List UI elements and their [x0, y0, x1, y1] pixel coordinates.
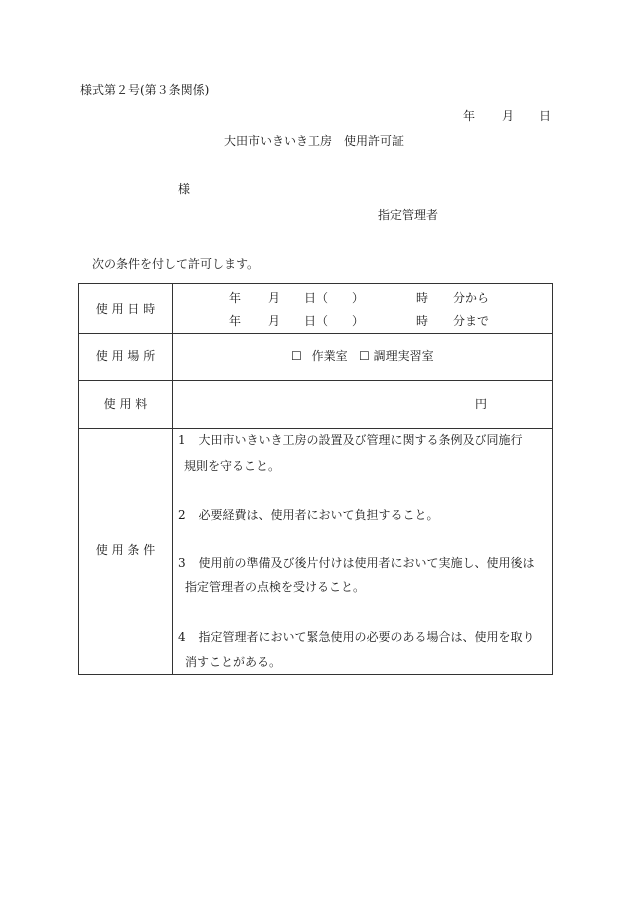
usage-datetime-label: 使 用 日 時 — [95, 302, 156, 316]
permit-table — [78, 283, 553, 675]
condition-text-continued: 指定管理者の点検を受けること。 — [185, 580, 366, 594]
yen-unit: 円 — [475, 397, 488, 411]
condition-text-continued: 規則を守ること。 — [184, 459, 281, 473]
table-row-divider — [79, 380, 552, 381]
usage-fee-label: 使 用 料 — [103, 397, 148, 411]
date-month-label: 月 — [502, 109, 515, 123]
cooking-room-option[interactable] — [359, 350, 434, 362]
cooking-room-checkbox[interactable]: ☐ — [359, 349, 370, 363]
condition-text-continued: 消すことがある。 — [185, 655, 282, 669]
date-year-label: 年 — [463, 109, 476, 123]
condition-item — [178, 557, 534, 569]
workshop-option-label: 作業室 — [311, 349, 348, 363]
end-month-label: 月 — [268, 314, 281, 328]
condition-text: 使用前の準備及び後片付けは使用者において実施し、使用後は — [198, 556, 535, 570]
condition-item — [178, 434, 522, 446]
condition-item — [178, 509, 438, 521]
usage-place-label: 使 用 場 所 — [95, 349, 156, 363]
date-day-label: 日 — [539, 109, 552, 123]
intro-text: 次の条件を付して許可します。 — [92, 257, 260, 271]
end-year-label: 年 — [229, 314, 242, 328]
issuer-label: 指定管理者 — [378, 208, 439, 222]
cooking-room-option-label: 調理実習室 — [373, 349, 434, 363]
condition-item — [178, 631, 534, 643]
end-day-label: 日（ ） — [304, 314, 365, 328]
start-year-label: 年 — [229, 291, 242, 305]
workshop-option[interactable] — [291, 350, 348, 362]
end-minute-label: 分まで — [453, 314, 490, 328]
condition-text: 必要経費は、使用者において負担すること。 — [198, 508, 439, 522]
condition-number: 3 — [178, 556, 186, 570]
addressee-suffix: 様 — [178, 182, 191, 196]
condition-number: 4 — [178, 630, 186, 644]
usage-conditions-label: 使 用 条 件 — [95, 543, 156, 557]
form-number: 様式第２号(第３条関係) — [80, 83, 210, 97]
workshop-checkbox[interactable]: ☐ — [291, 349, 302, 363]
condition-number: 2 — [178, 508, 186, 522]
document-title: 大田市いきいき工房 使用許可証 — [224, 134, 405, 148]
condition-text: 指定管理者において緊急使用の必要のある場合は、使用を取り — [198, 630, 535, 644]
start-hour-label: 時 — [416, 291, 429, 305]
start-day-label: 日（ ） — [304, 291, 365, 305]
condition-text: 大田市いきいき工房の設置及び管理に関する条例及び同施行 — [198, 433, 523, 447]
condition-number: 1 — [178, 433, 186, 447]
table-column-divider — [172, 284, 173, 674]
start-month-label: 月 — [268, 291, 281, 305]
start-minute-label: 分から — [453, 291, 490, 305]
table-row-divider — [79, 428, 552, 429]
end-hour-label: 時 — [416, 314, 429, 328]
table-row-divider — [79, 333, 552, 334]
